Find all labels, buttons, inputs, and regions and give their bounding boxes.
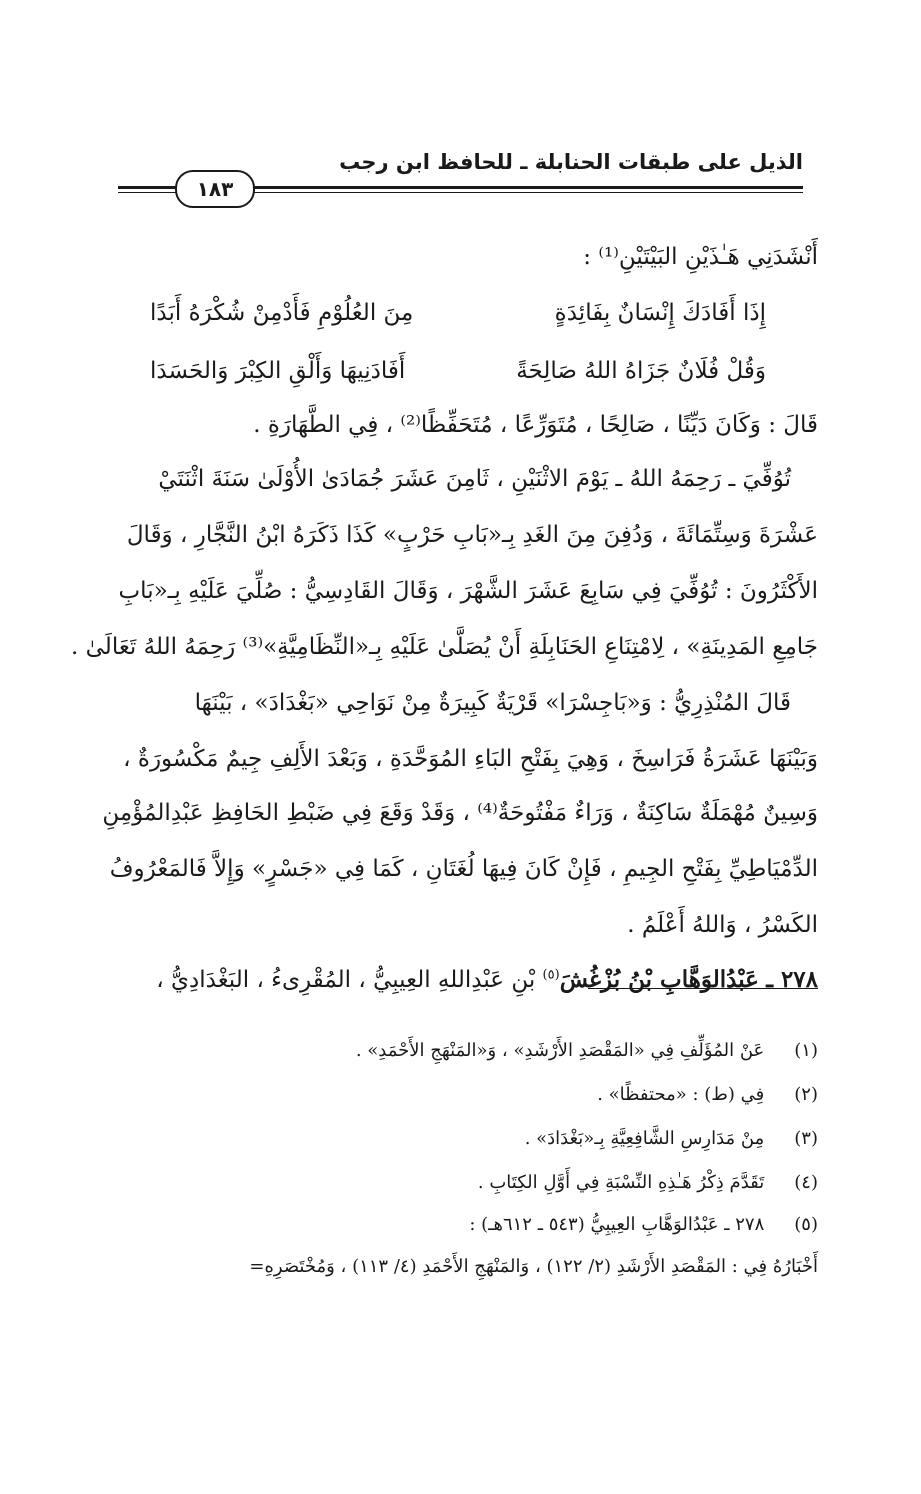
footnote-text: عَنْ المُؤَلِّفِ فِي «المَقْصَدِ الأَرْشَدِ» ، وَ«المَنْهَجِ الأَحْمَدِ» . xyxy=(355,1040,765,1061)
text-line-7: قَالَ المُنْذِرِيُّ : وَ«بَاجِسْرَا» قَرْيَةٌ كَبِيرَةٌ مِنْ نَوَاحِي «بَغْدَادَ» ، بَيْنَهَا xyxy=(194,690,791,716)
text-line-1: أَنْشَدَنِي هَـٰذَيْنِ البَيْتَيْنِ⁽¹⁾ : xyxy=(583,244,818,270)
text-line-6: جَامِعِ المَدِينَةِ» ، لِامْتِنَاعِ الحَنَابِلَةِ أَنْ يُصَلَّىٰ عَلَيْهِ بِـ«النِّظَامِيَّةِ»⁽³⁾ رَحِمَهُ اللهُ تَعَالَىٰ . xyxy=(71,634,818,660)
footnote-number: (١) xyxy=(794,1040,818,1061)
verse-2-first-hemistich: وَقُلْ فُلَانٌ جَزَاهُ اللهُ صَالِحَةً xyxy=(516,358,766,384)
page-number: ١٨٣ xyxy=(175,170,255,208)
footnote-5-continuation: أَخْبَارُهُ فِي : المَقْصَدِ الأَرْشَدِ (٢/ ١٢٢) ، وَالمَنْهَجِ الأَحْمَدِ (٤/ ١١٣) ، وَمُخْتَصَرِهِ= xyxy=(249,1256,818,1277)
verse-1-first-hemistich: إِذَا أَفَادَكَ إِنْسَانٌ بِفَائِدَةٍ xyxy=(554,300,766,326)
verse-1-second-hemistich: مِنَ العُلُوْمِ فَأَدْمِنْ شُكْرَهُ أَبَدًا xyxy=(150,300,414,326)
text-line-11: الكَسْرُ ، وَاللهُ أَعْلَمُ . xyxy=(627,912,818,938)
text-line-5: الأَكْثَرُونَ : تُوُفِّيَ فِي سَابِعَ عَشَرَ الشَّهْرَ ، وَقَالَ القَادِسِيُّ : صُلِّيَ عَلَيْهِ بِـ«بَابِ xyxy=(118,578,818,604)
footnote-4 xyxy=(478,1172,818,1193)
footnote-text: تَقَدَّمَ ذِكْرُ هَـٰذِهِ النِّسْبَةِ فِي أَوَّلِ الكِتَابِ . xyxy=(477,1172,765,1193)
entry-number: ٢٧٨ ـ xyxy=(766,966,818,993)
text-line-2: قَالَ : وَكَانَ دَيِّنًا ، صَالِحًا ، مُتَوَرِّعًا ، مُتَحَفِّظًا⁽²⁾ ، فِي الطَّهَارَةِ . xyxy=(253,412,818,438)
footnote-number: (٢) xyxy=(794,1084,818,1105)
footnote-number: (٥) xyxy=(794,1214,818,1235)
entry-name: عَبْدُالوَهَّابِ بْنُ بُزْغُشَ xyxy=(559,966,759,993)
footnote-number: (٣) xyxy=(794,1128,818,1149)
text-line-8: وَبَيْنَهَا عَشَرَةُ فَرَاسِخَ ، وَهِيَ بِفَتْحِ البَاءِ المُوَحَّدَةِ ، وَبَعْدَ الأَلِفِ جِيمٌ مَكْسُورَةٌ ، xyxy=(123,746,818,772)
footnote-3 xyxy=(525,1128,818,1149)
footnote-number: (٤) xyxy=(794,1172,818,1193)
entry-footnote-ref: (٥) xyxy=(542,967,560,983)
footnote-5 xyxy=(469,1214,818,1235)
footnote-1 xyxy=(356,1040,818,1061)
footnote-text: فِي (ط) : «محتفظًا» . xyxy=(597,1084,765,1105)
footnote-2 xyxy=(597,1084,818,1105)
footnote-text: مِنْ مَدَارِسِ الشَّافِعِيَّةِ بِـ«بَغْدَادَ» . xyxy=(524,1128,765,1149)
text-line-4: عَشْرَةَ وَسِتِّمَائَةَ ، وَدُفِنَ مِنَ الغَدِ بِـ«بَابِ حَرْبٍ» كَذَا ذَكَرَهُ ابْنُ النَّجَّارِ ، وَقَالَ xyxy=(126,522,818,548)
entry-rest: بْنِ عَبْدِاللهِ العِيبِيُّ ، المُقْرِىءُ ، البَغْدَادِيُّ ، xyxy=(156,967,536,993)
text-line-3: تُوُفِّيَ ـ رَحِمَهُ اللهُ ـ يَوْمَ الاثْنَيْنِ ، ثَامِنَ عَشَرَ جُمَادَىٰ الأُوْلَىٰ سَنَةَ اثْنَتَيْ xyxy=(158,466,791,492)
footnote-text: ٢٧٨ ـ عَبْدُالوَهَّابِ العِيبِيُّ (٥٤٣ ـ ٦١٢هـ) : xyxy=(469,1214,765,1235)
text-line-9: وَسِينٌ مُهْمَلَةٌ سَاكِنَةٌ ، وَرَاءٌ مَفْتُوحَةٌ⁽⁴⁾ ، وَقَدْ وَقَعَ فِي ضَبْطِ الحَافِظِ عَبْدِالمُؤْمِنِ xyxy=(102,800,818,826)
text-line-10: الدِّمْيَاطِيِّ بِفَتْحِ الجِيمِ ، فَإِنْ كَانَ فِيهَا لُغَتَانِ ، كَمَا فِي «جَسْرٍ» وَإِلاَّ فَالمَعْرُوفُ xyxy=(109,856,818,882)
running-title: الذيل على طبقات الحنابلة ـ للحافظ ابن رجب xyxy=(339,150,803,174)
verse-2-second-hemistich: أَفَادَنِيهَا وَأَلْقِ الكِبْرَ وَالحَسَدَا xyxy=(150,358,406,384)
footnote-rule xyxy=(588,988,818,989)
